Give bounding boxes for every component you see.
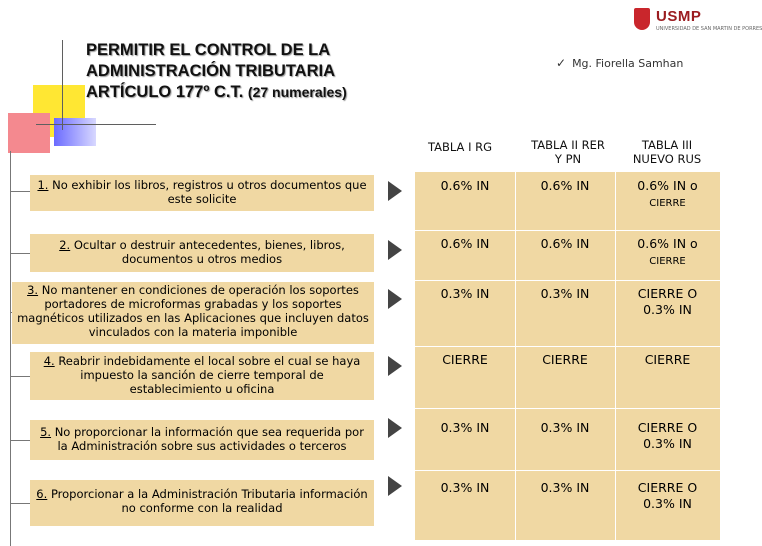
column-header-tabla-ii: TABLA II RER Y PN bbox=[531, 138, 605, 166]
infraction-4 bbox=[30, 352, 374, 400]
arrow-right-icon bbox=[388, 356, 402, 376]
shield-icon bbox=[634, 8, 650, 30]
slide-title bbox=[86, 40, 416, 103]
arrow-right-icon bbox=[388, 476, 402, 496]
cell-value: 0.6% IN o bbox=[637, 236, 698, 251]
cell-r5-tabla-i: 0.3% IN bbox=[415, 408, 515, 470]
title-line-3 bbox=[86, 82, 416, 103]
grid-line bbox=[415, 280, 720, 281]
infraction-text: Ocultar o destruir antecedentes, bienes, libros, documentos u otros medios bbox=[73, 238, 345, 266]
arrow-right-icon bbox=[388, 181, 402, 201]
grid-line bbox=[515, 130, 516, 540]
cell-r2-tabla-i: 0.6% IN bbox=[415, 230, 515, 280]
decor-red-square bbox=[8, 113, 50, 153]
cell-r3-tabla-ii: 0.3% IN bbox=[515, 280, 615, 346]
column-header-tabla-i: TABLA I RG bbox=[427, 140, 493, 154]
infraction-number: 2. bbox=[59, 238, 71, 252]
cell-subvalue: CIERRE bbox=[649, 256, 686, 267]
cell-r6-tabla-i: 0.3% IN bbox=[415, 470, 515, 540]
cell-subvalue: CIERRE bbox=[649, 198, 686, 209]
grid-line bbox=[415, 408, 720, 409]
connector-row-1 bbox=[10, 191, 30, 192]
logo-wordmark: USMP bbox=[656, 8, 702, 25]
connector-row-5 bbox=[10, 440, 30, 441]
infraction-number: 3. bbox=[27, 283, 39, 297]
title-article: ARTÍCULO 177º C.T. bbox=[86, 83, 244, 101]
cell-r1-tabla-i: 0.6% IN bbox=[415, 172, 515, 230]
infraction-text: No proporcionar la información que sea requerida por la Administración sobre sus actividades o terceros bbox=[54, 425, 364, 453]
author bbox=[556, 56, 683, 70]
decor-horizontal-rule bbox=[36, 124, 156, 125]
infraction-text: No mantener en condiciones de operación los soportes portadores de microformas grabadas y los soportes magnéticos utilizados en las Aplicaciones que incluyen datos vinculados con la materia imponible bbox=[17, 283, 369, 339]
connector-row-2 bbox=[10, 253, 30, 254]
cell-r3-tabla-i: 0.3% IN bbox=[415, 280, 515, 346]
infraction-5 bbox=[30, 420, 374, 460]
infraction-number: 6. bbox=[36, 487, 48, 501]
cell-r4-tabla-ii: CIERRE bbox=[515, 346, 615, 408]
arrow-right-icon bbox=[388, 240, 402, 260]
grid-line bbox=[615, 130, 616, 540]
decor-vertical-rule bbox=[62, 40, 63, 130]
connector-row-4 bbox=[10, 376, 30, 377]
logo-tagline: UNIVERSIDAD DE SAN MARTIN DE PORRES bbox=[656, 26, 762, 32]
cell-r4-tabla-i: CIERRE bbox=[415, 346, 515, 408]
arrow-right-icon bbox=[388, 289, 402, 309]
author-name: Mg. Fiorella Samhan bbox=[572, 57, 684, 70]
grid-line bbox=[415, 230, 720, 231]
cell-r6-tabla-ii: 0.3% IN bbox=[515, 470, 615, 540]
cell-r6-tabla-iii: CIERRE O 0.3% IN bbox=[615, 470, 720, 540]
cell-r1-tabla-ii: 0.6% IN bbox=[515, 172, 615, 230]
connector-row-6 bbox=[10, 503, 30, 504]
connector-vertical bbox=[10, 151, 11, 546]
title-line-2: ADMINISTRACIÓN TRIBUTARIA bbox=[86, 62, 336, 80]
infraction-number: 1. bbox=[37, 178, 49, 192]
infraction-2 bbox=[30, 234, 374, 272]
infraction-text: Proporcionar a la Administración Tributaria información no conforme con la realidad bbox=[50, 487, 368, 515]
infraction-1 bbox=[30, 175, 374, 211]
cell-r5-tabla-ii: 0.3% IN bbox=[515, 408, 615, 470]
infraction-3 bbox=[12, 282, 374, 344]
infraction-text: No exhibir los libros, registros u otros documentos que este solicite bbox=[52, 178, 367, 206]
cell-r1-tabla-iii bbox=[615, 172, 720, 230]
grid-line bbox=[415, 470, 720, 471]
cell-r2-tabla-ii: 0.6% IN bbox=[515, 230, 615, 280]
cell-r3-tabla-iii: CIERRE O 0.3% IN bbox=[615, 280, 720, 346]
decor-blue-bar bbox=[54, 118, 96, 146]
title-line-1: PERMITIR EL CONTROL DE LA bbox=[86, 41, 331, 59]
university-logo bbox=[634, 6, 762, 36]
grid-line bbox=[415, 346, 720, 347]
infraction-text: Reabrir indebidamente el local sobre el cual se haya impuesto la sanción de cierre temporal de establecimiento u oficina bbox=[58, 354, 361, 396]
checkmark-icon: ✓ bbox=[556, 56, 567, 70]
cell-value: 0.6% IN o bbox=[637, 178, 698, 193]
infraction-6 bbox=[30, 480, 374, 526]
infraction-number: 4. bbox=[43, 354, 55, 368]
cell-r5-tabla-iii: CIERRE O 0.3% IN bbox=[615, 408, 720, 470]
column-header-tabla-iii: TABLA III NUEVO RUS bbox=[632, 138, 702, 166]
infraction-number: 5. bbox=[40, 425, 52, 439]
arrow-right-icon bbox=[388, 418, 402, 438]
cell-r2-tabla-iii bbox=[615, 230, 720, 280]
title-numerals: (27 numerales) bbox=[247, 84, 347, 100]
cell-r4-tabla-iii: CIERRE bbox=[615, 346, 720, 408]
